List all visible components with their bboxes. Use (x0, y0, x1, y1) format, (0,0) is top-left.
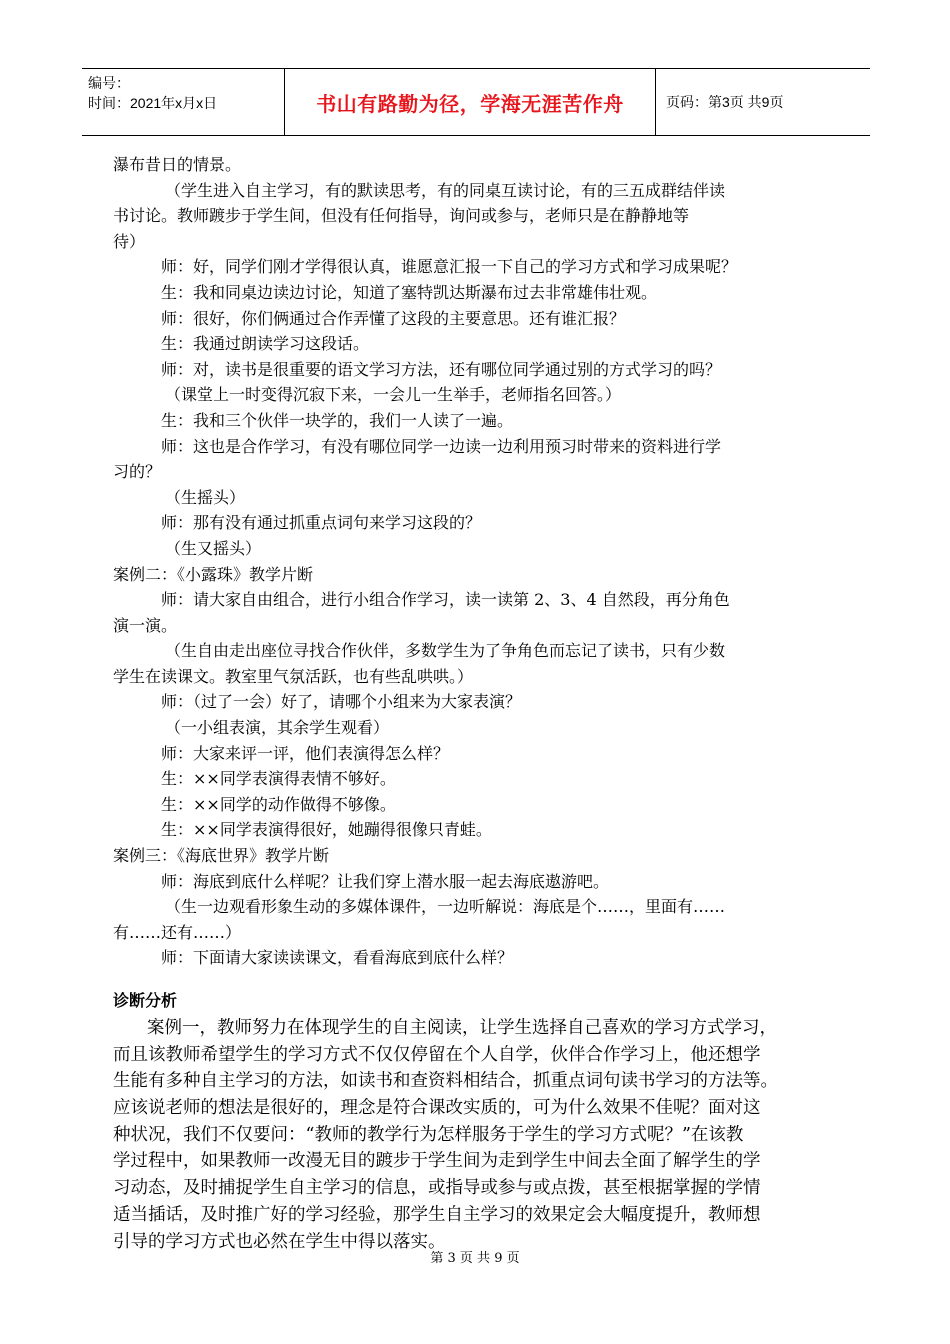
body-line: （生摇头） (165, 487, 246, 507)
page-header (82, 68, 870, 136)
body-line: 习的？ (113, 462, 162, 482)
body-line: 师：那有没有通过抓重点词句来学习这段的？ (161, 513, 482, 533)
page-indicator: 页码：第3页 共9页 (666, 94, 784, 110)
header-left-cell (82, 69, 284, 135)
body-line: 师：海底到底什么样呢？让我们穿上潜水服一起去海底遨游吧。 (161, 871, 610, 891)
body-line: 有……还有……） (113, 922, 242, 942)
body-line: （课堂上一时变得沉寂下来，一会儿一生举手，老师指名回答。） (165, 385, 622, 405)
body-line: 师：大家来评一评，他们表演得怎么样？ (161, 743, 450, 763)
analysis-line: 学过程中，如果教师一改漫无目的踱步于学生间为走到学生中间去全面了解学生的学 (113, 1151, 761, 1172)
body-line: （生自由走出座位寻找合作伙伴，多数学生为了争角色而忘记了读书，只有少数 (165, 641, 726, 661)
motto: 书山有路勤为径，学海无涯苦作舟 (284, 69, 656, 135)
body-line: 学生在读课文。教室里气氛活跃，也有些乱哄哄。） (113, 666, 474, 686)
body-line: 生：××同学表演得表情不够好。 (161, 769, 396, 789)
body-line: 生：××同学的动作做得不够像。 (161, 794, 396, 814)
analysis-line: 而且该教师希望学生的学习方式不仅仅停留在个人自学，伙伴合作学习上，他还想学 (113, 1044, 761, 1065)
body-line: 师：好，同学们刚才学得很认真，谁愿意汇报一下自己的学习方式和学习成果呢？ (161, 257, 738, 277)
date-label: 时间：2021年x月x日 (88, 95, 218, 111)
body-line: （学生进入自主学习，有的默读思考，有的同桌互读讨论，有的三五成群结伴读 (165, 180, 726, 200)
analysis-line: 生能有多种自主学习的方法，如读书和查资料相结合，抓重点词句读书学习的方法等。 (113, 1071, 778, 1092)
page-footer: 第 3 页 共 9 页 (430, 1251, 520, 1266)
body-line: 师：这也是合作学习，有没有哪位同学一边读一边利用预习时带来的资料进行学 (161, 436, 722, 456)
number-label: 编号： (88, 75, 130, 91)
body-line: 生：我和三个伙伴一块学的，我们一人读了一遍。 (161, 410, 514, 430)
document-body (113, 152, 838, 1255)
case-title: 案例三：《海底世界》教学片断 (113, 846, 330, 866)
analysis-line: 适当插话，及时推广好的学习经验，那学生自主学习的效果定会大幅度提升，教师想 (113, 1204, 761, 1225)
body-line: 师：对，读书是很重要的语文学习方法，还有哪位同学通过别的方式学习的吗？ (161, 359, 722, 379)
body-line: 师：（过了一会）好了，请哪个小组来为大家表演？ (161, 692, 522, 712)
body-line: 师：下面请大家读读课文，看看海底到底什么样？ (161, 948, 514, 968)
case-title: 案例二：《小露珠》教学片断 (113, 564, 314, 584)
analysis-line: 应该说老师的想法是很好的，理念是符合课改实质的，可为什么效果不佳呢？面对这 (113, 1098, 761, 1119)
body-line: 生：我通过朗读学习这段话。 (161, 334, 370, 354)
section-gap (113, 971, 838, 989)
body-line: 生：我和同桌边读边讨论，知道了塞特凯达斯瀑布过去非常雄伟壮观。 (161, 282, 658, 302)
body-line: 演一演。 (113, 615, 178, 635)
body-line: 师：很好，你们俩通过合作弄懂了这段的主要意思。还有谁汇报？ (161, 308, 626, 328)
body-line: （一小组表演，其余学生观看） (165, 718, 390, 738)
body-line: 生：××同学表演得很好，她蹦得很像只青蛙。 (161, 820, 492, 840)
body-line: 书讨论。教师踱步于学生间，但没有任何指导，询问或参与，老师只是在静静地等 (113, 206, 690, 226)
body-line: （生又摇头） (165, 538, 262, 558)
analysis-paragraph (113, 1015, 838, 1255)
body-line: 待） (113, 231, 146, 251)
analysis-line: 种状况，我们不仅要问：“教师的教学行为怎样服务于学生的学习方式呢？”在该教 (113, 1124, 744, 1145)
body-line: 瀑布昔日的情景。 (113, 155, 242, 174)
analysis-line: 引导的学习方式也必然在学生中得以落实。 (113, 1231, 446, 1252)
body-line: 师：请大家自由组合，进行小组合作学习，读一读第 2、3、4 自然段，再分角色 (161, 590, 730, 610)
analysis-line: 案例一，教师努力在体现学生的自主阅读，让学生选择自己喜欢的学习方式学习， (147, 1018, 777, 1038)
analysis-heading: 诊断分析 (113, 993, 178, 1010)
analysis-line: 习动态，及时捕捉学生自主学习的信息，或指导或参与或点拨，甚至根据掌握的学情 (113, 1178, 761, 1199)
body-line: （生一边观看形象生动的多媒体课件，一边听解说：海底是个……，里面有…… (165, 897, 726, 917)
